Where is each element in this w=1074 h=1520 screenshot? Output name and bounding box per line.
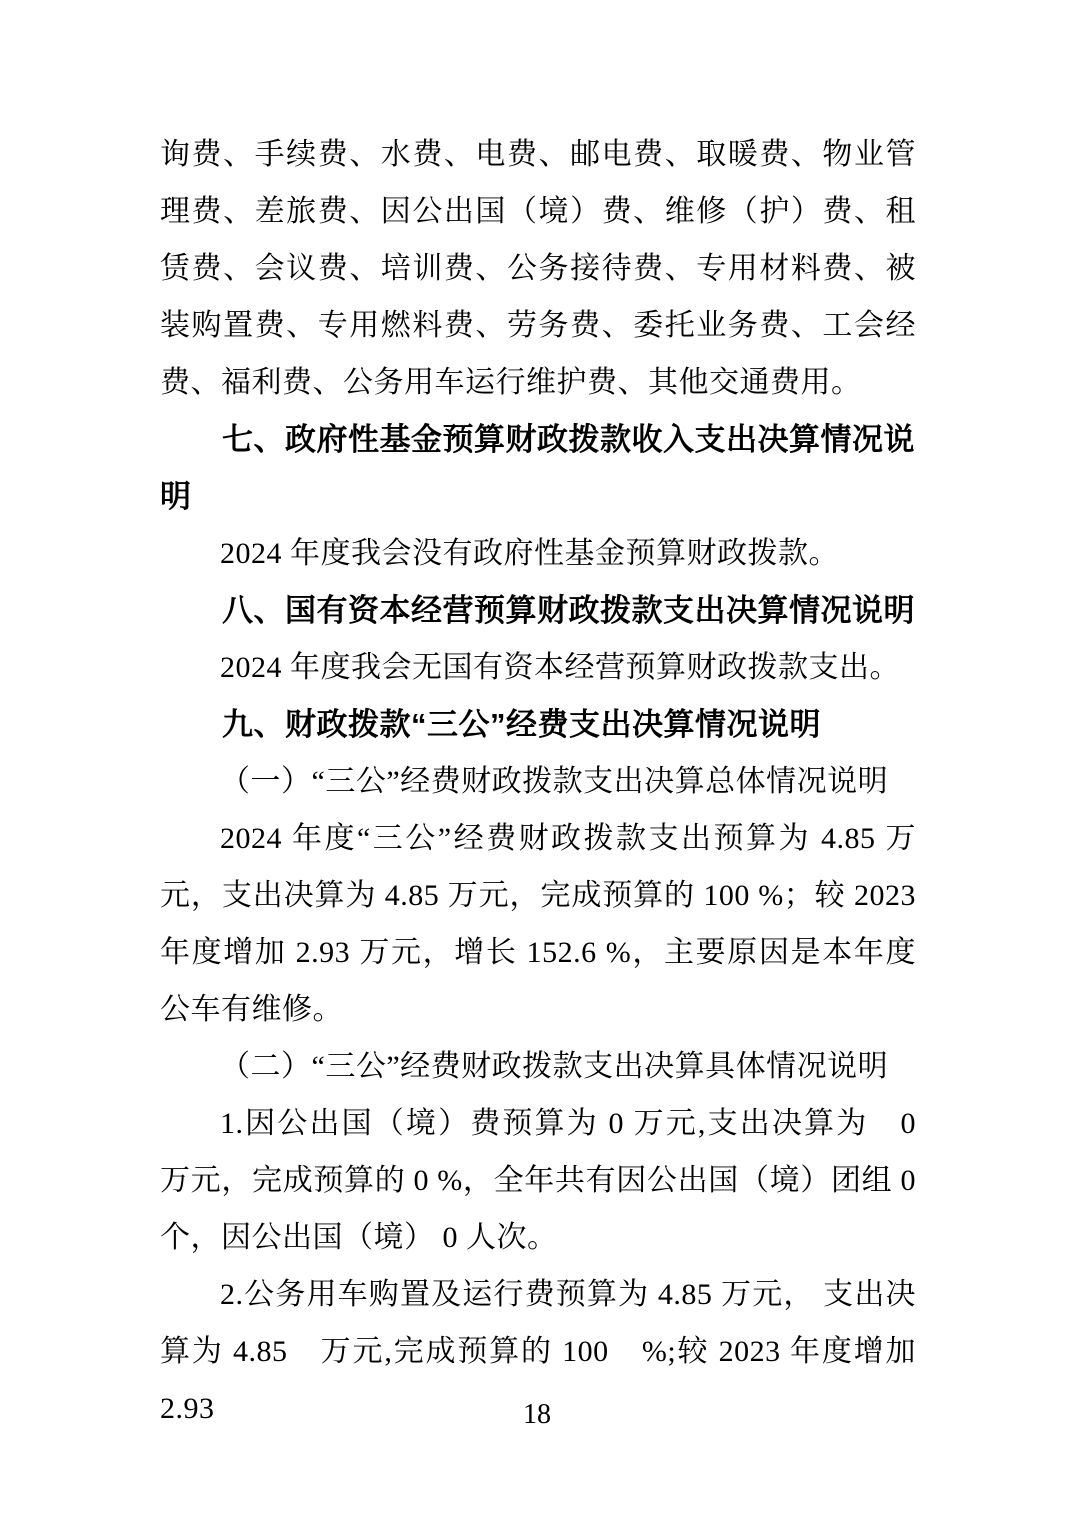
paragraph-nine-part-one-body: 2024 年度“三公”经费财政拨款支出预算为 4.85 万元，支出决算为 4.85 万元，完成预算的 100 %；较 2023 年度增加 2.93 万元，增长 152.6 %，主要原因是本年度公车有维修。 <box>160 822 916 1026</box>
subheading-nine-part-two: （二）“三公”经费财政拨款支出决算具体情况说明 <box>220 1050 889 1083</box>
heading-section-seven: 七、政府性基金预算财政拨款收入支出决算情况说明 <box>160 422 915 514</box>
paragraph-nine-item-1-abroad-expense: 1.因公出国（境）费预算为 0 万元,支出决算为 0 万元，完成预算的 0 %，全年共有因公出国（境）团组 0 个，因公出国（境） 0 人次。 <box>160 1107 916 1254</box>
page-number: 18 <box>523 1399 551 1430</box>
paragraph-expense-items-continuation: 询费、手续费、水费、电费、邮电费、取暖费、物业管理费、差旅费、因公出国（境）费、维修（护）费、租赁费、会议费、培训费、公务接待费、专用材料费、被装购置费、专用燃料费、劳务费、委托业务费、工会经费、福利费、公务用车运行维护费、其他交通费用。 <box>160 138 916 399</box>
heading-section-eight: 八、国有资本经营预算财政拨款支出决算情况说明 <box>222 593 915 628</box>
subheading-nine-part-one: （一）“三公”经费财政拨款支出决算总体情况说明 <box>220 765 889 798</box>
heading-section-nine: 九、财政拨款“三公”经费支出决算情况说明 <box>222 707 821 742</box>
paragraph-section-eight-body: 2024 年度我会无国有资本经营预算财政拨款支出。 <box>220 651 900 684</box>
document-body <box>160 126 916 1437</box>
paragraph-nine-item-2-vehicle-expense: 2.公务用车购置及运行费预算为 4.85 万元， 支出决算为 4.85 万元,完成预算的 100 %;较 2023 年度增加 2.93 <box>160 1278 916 1425</box>
paragraph-section-seven-body: 2024 年度我会没有政府性基金预算财政拨款。 <box>220 537 839 570</box>
